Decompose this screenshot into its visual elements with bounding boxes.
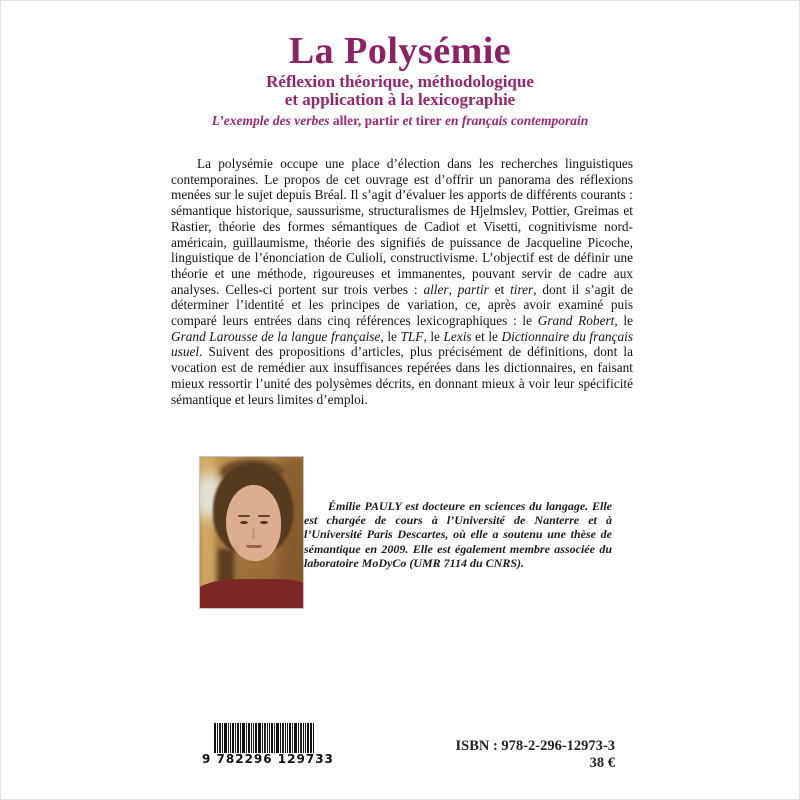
isbn-number: ISBN : 978-2-296-12973-3 xyxy=(455,738,615,754)
book-subtitle xyxy=(1,73,799,109)
price: 38 € xyxy=(589,754,615,771)
barcode xyxy=(202,723,334,766)
book-title: La Polysémie xyxy=(288,30,512,72)
photo-face xyxy=(226,485,281,561)
photo-eye-left xyxy=(240,521,248,524)
book-tagline: L’exemple des verbes aller, partir et tirer en français contemporain xyxy=(211,113,589,128)
author-bio: Émilie PAULY est docteure en sciences du langage. Elle est chargée de cours à l’Université de Nanterre et à l’Université Paris Descartes, où elle a soutenu une thèse de sémantique en 2009. Elle est également membre associée du laboratoire MoDyCo (UMR 7114 du CNRS). xyxy=(304,499,612,570)
subtitle-line-1: Réflexion théorique, méthodologique xyxy=(266,72,534,91)
isbn-price-block xyxy=(456,738,616,771)
photo-eyebrow-right xyxy=(258,515,270,517)
author-photo xyxy=(199,456,304,609)
photo-eye-right xyxy=(260,521,268,524)
photo-mouth xyxy=(246,545,262,548)
barcode-bars xyxy=(214,723,314,753)
photo-shirt xyxy=(199,579,304,609)
subtitle-line-2: et application à la lexicographie xyxy=(284,90,516,109)
barcode-digits: 9 782296 129733 xyxy=(202,752,334,766)
photo-eyebrow-left xyxy=(238,515,250,517)
synopsis-paragraph: La polysémie occupe une place d’élection dans les recherches linguistiques contemporaines. Le propos de cet ouvrage est d’offrir un panorama des réflexions menées sur le sujet depuis Bréal. Il s’agit d’évaluer les apports de différents courants : sémantique historique, saussurisme, structuralismes de Hjelmslev, Pottier, Greimas et Rastier, théorie des formes sémantiques de Cadiot et Visetti, cognitivisme nord-américain, guillaumisme, théorie des signifiés de puissance de Jacqueline Picoche, linguistique de l’énonciation de Culioli, constructivisme. L’objectif est de définir une théorie et une méthode, rigoureuses et immanentes, pouvant servir de cadre aux analyses. Celles-ci portent sur trois verbes : aller, partir et tirer, dont il s’agit de déterminer l’identité et les principes de variation, ce, après avoir examiné puis comparé leurs entrées dans cinq références lexicographiques : le Grand Robert, le Grand Larousse de la langue française, le TLF, le Lexis et le Dictionnaire du français usuel. Suivent des propositions d’articles, plus précisément de définitions, dont la vocation est de remédier aux insuffisances repérées dans les dictionnaires, en faisant mieux ressortir l’unité des polysèmes décrits, en donnant mieux à voir leur spécificité sémantique et leurs limites d’emploi. xyxy=(171,156,634,407)
photo-nose xyxy=(252,527,255,539)
